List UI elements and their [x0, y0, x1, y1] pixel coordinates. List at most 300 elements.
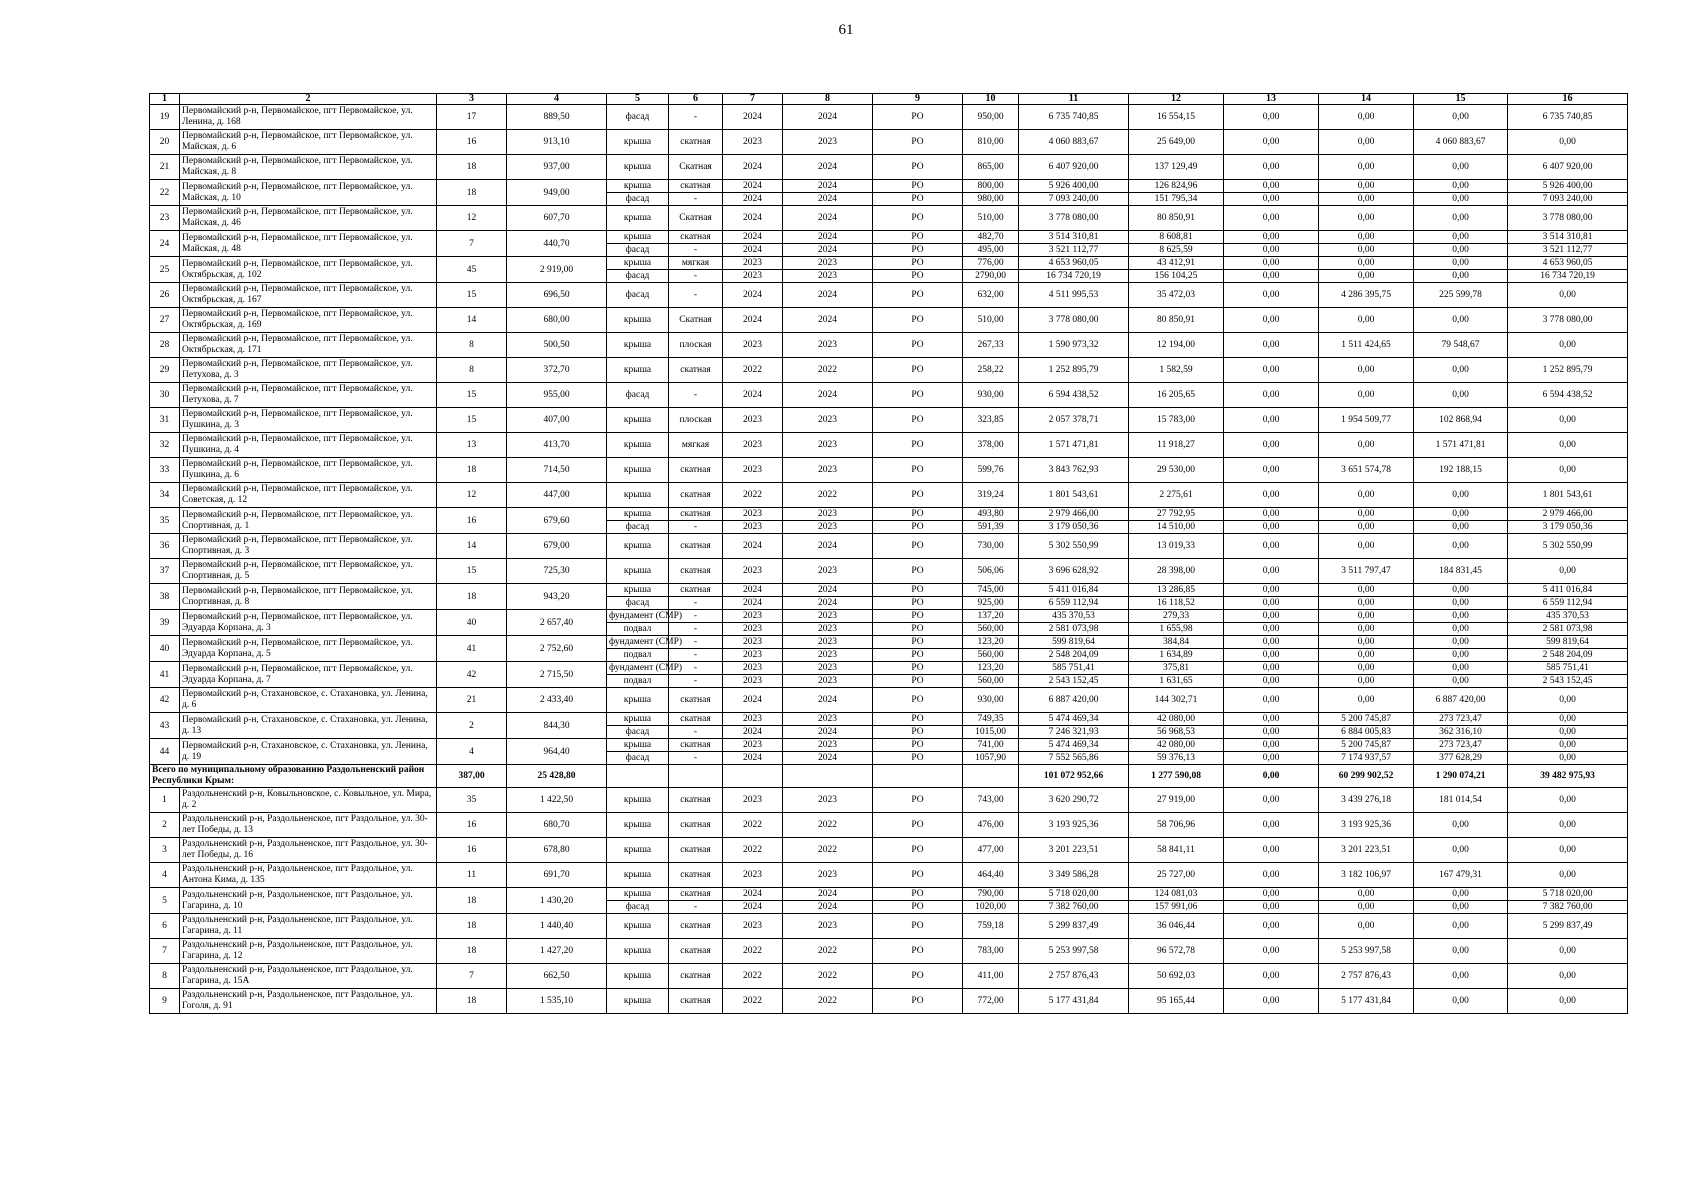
cell-col-15: 0,00	[1414, 584, 1508, 597]
table-row	[150, 433, 1628, 458]
col-3: 18	[437, 914, 507, 939]
cell-col-15: 0,00	[1414, 206, 1508, 231]
address: Первомайский р-н, Стахановское, с. Стахановка, ул. Ленина, д. 13	[180, 713, 437, 739]
cell-col-6: -	[669, 636, 723, 649]
cell-col-15: 102 868,94	[1414, 408, 1508, 433]
cell-col-10: 137,20	[963, 610, 1019, 623]
cell-col-6: скатная	[669, 888, 723, 901]
cell-col-14: 0,00	[1319, 508, 1414, 521]
cell-col-5: крыша	[607, 155, 669, 180]
cell-col-8: 2024	[783, 726, 873, 739]
cell-col-15: 0,00	[1414, 244, 1508, 257]
cell-col-10: 1020,00	[963, 901, 1019, 914]
row-number: 42	[150, 688, 180, 713]
address: Раздольненский р-н, Раздольненское, пгт Раздольное, ул. 30-лет Победы, д. 16	[180, 838, 437, 863]
cell-col-16: 6 735 740,85	[1508, 105, 1628, 130]
cell-col-9: РО	[873, 458, 963, 483]
cell-col-15: 192 188,15	[1414, 458, 1508, 483]
cell-col-7: 2022	[723, 838, 783, 863]
cell-col-14: 0,00	[1319, 383, 1414, 408]
cell-col-13: 0,00	[1224, 231, 1319, 244]
cell-col-11: 5 299 837,49	[1019, 914, 1129, 939]
address: Первомайский р-н, Первомайское, пгт Первомайское, ул. Эдуарда Корпана, д. 7	[180, 662, 437, 688]
cell-col-9: РО	[873, 433, 963, 458]
cell-col-15: 184 831,45	[1414, 559, 1508, 584]
cell-col-7: 2024	[723, 383, 783, 408]
table-row	[150, 408, 1628, 433]
column-number-12: 12	[1129, 94, 1224, 105]
cell-col-16: 5 718 020,00	[1508, 888, 1628, 901]
col-3: 11	[437, 863, 507, 888]
cell-col-7: 2023	[723, 662, 783, 675]
cell-col-8: 2023	[783, 610, 873, 623]
cell-col-11: 3 201 223,51	[1019, 838, 1129, 863]
cell-col-10: 560,00	[963, 649, 1019, 662]
cell-col-11: 5 474 469,34	[1019, 739, 1129, 752]
cell-col-5: фасад	[607, 597, 669, 610]
row-number: 23	[150, 206, 180, 231]
cell-col-5: фасад	[607, 270, 669, 283]
col-3: 42	[437, 662, 507, 688]
row-number: 34	[150, 483, 180, 508]
cell-col-16: 0,00	[1508, 989, 1628, 1014]
cell-col-10: 464,40	[963, 863, 1019, 888]
cell-col-9: РО	[873, 752, 963, 765]
cell-col-15: 0,00	[1414, 180, 1508, 193]
col-3: 17	[437, 105, 507, 130]
cell-col-9: РО	[873, 155, 963, 180]
cell-col-10: 925,00	[963, 597, 1019, 610]
cell-col-8: 2024	[783, 597, 873, 610]
column-number-16: 16	[1508, 94, 1628, 105]
cell-col-14: 0,00	[1319, 130, 1414, 155]
col-4: 2 752,60	[507, 636, 607, 662]
cell-col-6: скатная	[669, 358, 723, 383]
col-4: 680,70	[507, 813, 607, 838]
cell-col-12: 56 968,53	[1129, 726, 1224, 739]
cell-col-7: 2023	[723, 636, 783, 649]
cell-col-16: 0,00	[1508, 838, 1628, 863]
col-4: 949,00	[507, 180, 607, 206]
address: Первомайский р-н, Первомайское, пгт Первомайское, ул. Майская, д. 6	[180, 130, 437, 155]
row-number: 3	[150, 838, 180, 863]
cell-col-13: 0,00	[1224, 739, 1319, 752]
cell-col-13: 0,00	[1224, 649, 1319, 662]
cell-col-11: 6 594 438,52	[1019, 383, 1129, 408]
cell-col-13: 0,00	[1224, 433, 1319, 458]
cell-col-12: 11 918,27	[1129, 433, 1224, 458]
col-4: 964,40	[507, 739, 607, 765]
col-3: 8	[437, 333, 507, 358]
cell-col-14: 0,00	[1319, 675, 1414, 688]
cell-col-9: РО	[873, 662, 963, 675]
cell-col-12: 25 649,00	[1129, 130, 1224, 155]
cell-col-14: 3 182 106,97	[1319, 863, 1414, 888]
cell-col-10: 506,06	[963, 559, 1019, 584]
cell-col-16: 0,00	[1508, 739, 1628, 752]
col-3: 16	[437, 813, 507, 838]
cell-col-11: 585 751,41	[1019, 662, 1129, 675]
col-3: 40	[437, 610, 507, 636]
cell-col-6: скатная	[669, 559, 723, 584]
cell-col-10: 1057,90	[963, 752, 1019, 765]
col-4: 372,70	[507, 358, 607, 383]
col-3: 15	[437, 408, 507, 433]
table-row	[150, 559, 1628, 584]
cell-col-11: 3 193 925,36	[1019, 813, 1129, 838]
cell-col-7: 2023	[723, 270, 783, 283]
cell-col-6: -	[669, 270, 723, 283]
cell-col-11: 1 252 895,79	[1019, 358, 1129, 383]
cell-col-16: 5 411 016,84	[1508, 584, 1628, 597]
cell-col-10: 560,00	[963, 675, 1019, 688]
cell-col-8: 2024	[783, 193, 873, 206]
cell-col-12: 43 412,91	[1129, 257, 1224, 270]
table-row	[150, 383, 1628, 408]
cell-col-14: 5 200 745,87	[1319, 739, 1414, 752]
row-number: 38	[150, 584, 180, 610]
cell-col-9: РО	[873, 597, 963, 610]
cell-col-10: 800,00	[963, 180, 1019, 193]
cell-col-10: 749,35	[963, 713, 1019, 726]
cell-col-9: РО	[873, 130, 963, 155]
cell-col-15: 0,00	[1414, 888, 1508, 901]
capital-repair-table	[149, 93, 1628, 1014]
col-3: 14	[437, 534, 507, 559]
cell-col-7: 2024	[723, 901, 783, 914]
cell-col-9: РО	[873, 206, 963, 231]
cell-col-15: 0,00	[1414, 358, 1508, 383]
col-4: 413,70	[507, 433, 607, 458]
cell-col-14: 0,00	[1319, 231, 1414, 244]
col-4: 889,50	[507, 105, 607, 130]
table-row	[150, 358, 1628, 383]
cell-col-16: 435 370,53	[1508, 610, 1628, 623]
cell-col-7: 2024	[723, 752, 783, 765]
cell-col-16: 0,00	[1508, 408, 1628, 433]
cell-col-5: крыша	[607, 433, 669, 458]
cell-col-8: 2024	[783, 888, 873, 901]
cell-col-9: РО	[873, 914, 963, 939]
header-row	[150, 94, 1628, 105]
cell-col-8: 2022	[783, 358, 873, 383]
cell-col-11: 3 620 290,72	[1019, 788, 1129, 813]
cell-col-11: 6 407 920,00	[1019, 155, 1129, 180]
cell-col-11: 7 246 321,93	[1019, 726, 1129, 739]
cell-col-7: 2022	[723, 483, 783, 508]
cell-col-8: 2024	[783, 180, 873, 193]
cell-col-10: 510,00	[963, 308, 1019, 333]
cell-col-9: РО	[873, 813, 963, 838]
cell-col-11: 2 979 466,00	[1019, 508, 1129, 521]
row-number: 28	[150, 333, 180, 358]
cell-col-8: 2023	[783, 649, 873, 662]
cell-col-13: 0,00	[1224, 788, 1319, 813]
cell-col-8: 2023	[783, 257, 873, 270]
cell-col-12: 42 080,00	[1129, 713, 1224, 726]
cell-col-15: 0,00	[1414, 521, 1508, 534]
cell-col-7: 2023	[723, 559, 783, 584]
col-4: 607,70	[507, 206, 607, 231]
col-3: 7	[437, 964, 507, 989]
cell-col-16: 0,00	[1508, 458, 1628, 483]
table-row	[150, 584, 1628, 597]
cell-col-12: 28 398,00	[1129, 559, 1224, 584]
col-4: 725,30	[507, 559, 607, 584]
cell-col-12: 29 530,00	[1129, 458, 1224, 483]
cell-col-10: 745,00	[963, 584, 1019, 597]
cell-col-6: -	[669, 193, 723, 206]
table-row	[150, 688, 1628, 713]
col-3: 12	[437, 483, 507, 508]
cell-col-8: 2022	[783, 838, 873, 863]
cell-col-9: РО	[873, 939, 963, 964]
page-number: 61	[838, 22, 854, 38]
cell-col-5: фасад	[607, 752, 669, 765]
cell-col-16: 5 926 400,00	[1508, 180, 1628, 193]
total-empty	[963, 765, 1019, 788]
cell-col-8: 2022	[783, 483, 873, 508]
cell-col-16: 0,00	[1508, 939, 1628, 964]
table-row	[150, 914, 1628, 939]
col-3: 16	[437, 838, 507, 863]
cell-col-6: -	[669, 675, 723, 688]
cell-col-15: 0,00	[1414, 939, 1508, 964]
address: Первомайский р-н, Первомайское, пгт Первомайское, ул. Советская, д. 12	[180, 483, 437, 508]
row-number: 40	[150, 636, 180, 662]
table-row	[150, 534, 1628, 559]
cell-col-6: скатная	[669, 458, 723, 483]
cell-col-7: 2024	[723, 726, 783, 739]
cell-col-15: 6 887 420,00	[1414, 688, 1508, 713]
cell-col-12: 35 472,03	[1129, 283, 1224, 308]
col-4: 2 433,40	[507, 688, 607, 713]
address: Раздольненский р-н, Ковыльновское, с. Ковыльное, ул. Мира, д. 2	[180, 788, 437, 813]
cell-col-13: 0,00	[1224, 508, 1319, 521]
cell-col-6: Скатная	[669, 155, 723, 180]
cell-col-11: 2 543 152,45	[1019, 675, 1129, 688]
cell-col-12: 13 019,33	[1129, 534, 1224, 559]
table-row	[150, 888, 1628, 901]
cell-col-7: 2023	[723, 508, 783, 521]
cell-col-7: 2024	[723, 597, 783, 610]
cell-col-9: РО	[873, 559, 963, 584]
cell-col-15: 0,00	[1414, 675, 1508, 688]
address: Первомайский р-н, Первомайское, пгт Первомайское, ул. Пушкина, д. 3	[180, 408, 437, 433]
cell-col-8: 2024	[783, 155, 873, 180]
cell-col-12: 15 783,00	[1129, 408, 1224, 433]
cell-col-11: 2 757 876,43	[1019, 964, 1129, 989]
col-3: 21	[437, 688, 507, 713]
cell-col-10: 759,18	[963, 914, 1019, 939]
cell-col-14: 0,00	[1319, 636, 1414, 649]
table-row	[150, 333, 1628, 358]
col-3: 18	[437, 458, 507, 483]
cell-col-10: 267,33	[963, 333, 1019, 358]
cell-col-5: крыша	[607, 206, 669, 231]
cell-col-9: РО	[873, 231, 963, 244]
row-number: 19	[150, 105, 180, 130]
cell-col-13: 0,00	[1224, 155, 1319, 180]
cell-col-5: крыша	[607, 813, 669, 838]
cell-col-6: -	[669, 649, 723, 662]
col-4: 1 430,20	[507, 888, 607, 914]
cell-col-15: 225 599,78	[1414, 283, 1508, 308]
cell-col-11: 5 474 469,34	[1019, 713, 1129, 726]
address: Раздольненский р-н, Раздольненское, пгт Раздольное, ул. Гагарина, д. 15А	[180, 964, 437, 989]
column-number-7: 7	[723, 94, 783, 105]
address: Первомайский р-н, Первомайское, пгт Первомайское, ул. Пушкина, д. 4	[180, 433, 437, 458]
cell-col-7: 2024	[723, 105, 783, 130]
cell-col-5: фундамент (СМР)	[607, 610, 669, 623]
cell-col-16: 0,00	[1508, 713, 1628, 726]
cell-col-12: 8 608,81	[1129, 231, 1224, 244]
cell-col-8: 2023	[783, 788, 873, 813]
table-row	[150, 283, 1628, 308]
col-3: 18	[437, 180, 507, 206]
cell-col-5: крыша	[607, 964, 669, 989]
address: Первомайский р-н, Первомайское, пгт Первомайское, ул. Петухова, д. 3	[180, 358, 437, 383]
col-3: 4	[437, 739, 507, 765]
col-4: 1 440,40	[507, 914, 607, 939]
cell-col-8: 2023	[783, 408, 873, 433]
cell-col-11: 2 581 073,98	[1019, 623, 1129, 636]
address: Первомайский р-н, Первомайское, пгт Первомайское, ул. Октябрьская, д. 169	[180, 308, 437, 333]
cell-col-13: 0,00	[1224, 584, 1319, 597]
cell-col-8: 2024	[783, 383, 873, 408]
cell-col-8: 2023	[783, 713, 873, 726]
cell-col-14: 0,00	[1319, 433, 1414, 458]
cell-col-16: 2 548 204,09	[1508, 649, 1628, 662]
cell-col-10: 772,00	[963, 989, 1019, 1014]
row-number: 2	[150, 813, 180, 838]
col-4: 2 657,40	[507, 610, 607, 636]
cell-col-15: 362 316,10	[1414, 726, 1508, 739]
cell-col-10: 560,00	[963, 623, 1019, 636]
col-3: 15	[437, 283, 507, 308]
table-row	[150, 508, 1628, 521]
cell-col-5: фасад	[607, 901, 669, 914]
cell-col-14: 0,00	[1319, 308, 1414, 333]
address: Первомайский р-н, Первомайское, пгт Первомайское, ул. Майская, д. 46	[180, 206, 437, 231]
col-3: 18	[437, 155, 507, 180]
cell-col-16: 3 514 310,81	[1508, 231, 1628, 244]
cell-col-13: 0,00	[1224, 838, 1319, 863]
cell-col-5: крыша	[607, 713, 669, 726]
cell-col-5: фасад	[607, 105, 669, 130]
cell-col-12: 1 631,65	[1129, 675, 1224, 688]
cell-col-12: 36 046,44	[1129, 914, 1224, 939]
cell-col-12: 27 792,95	[1129, 508, 1224, 521]
cell-col-7: 2023	[723, 333, 783, 358]
column-number-3: 3	[437, 94, 507, 105]
column-number-4: 4	[507, 94, 607, 105]
cell-col-6: -	[669, 623, 723, 636]
cell-col-9: РО	[873, 180, 963, 193]
cell-col-14: 0,00	[1319, 270, 1414, 283]
cell-col-14: 2 757 876,43	[1319, 964, 1414, 989]
cell-col-16: 3 521 112,77	[1508, 244, 1628, 257]
cell-col-5: подвал	[607, 649, 669, 662]
cell-col-5: фасад	[607, 244, 669, 257]
cell-col-16: 3 778 080,00	[1508, 206, 1628, 231]
row-number: 37	[150, 559, 180, 584]
col-3: 16	[437, 130, 507, 155]
cell-col-9: РО	[873, 358, 963, 383]
total-c13: 0,00	[1224, 765, 1319, 788]
cell-col-14: 3 439 276,18	[1319, 788, 1414, 813]
col-3: 41	[437, 636, 507, 662]
address: Первомайский р-н, Первомайское, пгт Первомайское, ул. Ленина, д. 168	[180, 105, 437, 130]
col-3: 15	[437, 383, 507, 408]
col-4: 1 422,50	[507, 788, 607, 813]
cell-col-6: скатная	[669, 231, 723, 244]
cell-col-5: крыша	[607, 180, 669, 193]
col-4: 2 715,50	[507, 662, 607, 688]
cell-col-12: 16 205,65	[1129, 383, 1224, 408]
cell-col-14: 0,00	[1319, 662, 1414, 675]
cell-col-16: 16 734 720,19	[1508, 270, 1628, 283]
table-row	[150, 231, 1628, 244]
cell-col-7: 2023	[723, 257, 783, 270]
cell-col-9: РО	[873, 508, 963, 521]
cell-col-7: 2024	[723, 244, 783, 257]
col-4: 440,70	[507, 231, 607, 257]
cell-col-16: 1 801 543,61	[1508, 483, 1628, 508]
cell-col-16: 0,00	[1508, 752, 1628, 765]
cell-col-11: 3 843 762,93	[1019, 458, 1129, 483]
cell-col-14: 5 200 745,87	[1319, 713, 1414, 726]
cell-col-16: 0,00	[1508, 863, 1628, 888]
address: Первомайский р-н, Первомайское, пгт Первомайское, ул. Октябрьская, д. 171	[180, 333, 437, 358]
cell-col-5: крыша	[607, 483, 669, 508]
cell-col-5: крыша	[607, 333, 669, 358]
cell-col-14: 3 201 223,51	[1319, 838, 1414, 863]
cell-col-5: подвал	[607, 623, 669, 636]
cell-col-11: 1 801 543,61	[1019, 483, 1129, 508]
cell-col-15: 0,00	[1414, 901, 1508, 914]
cell-col-13: 0,00	[1224, 206, 1319, 231]
cell-col-11: 7 552 565,86	[1019, 752, 1129, 765]
cell-col-16: 4 653 960,05	[1508, 257, 1628, 270]
address: Первомайский р-н, Первомайское, пгт Первомайское, ул. Спортивная, д. 3	[180, 534, 437, 559]
cell-col-9: РО	[873, 105, 963, 130]
cell-col-10: 743,00	[963, 788, 1019, 813]
cell-col-9: РО	[873, 521, 963, 534]
cell-col-11: 16 734 720,19	[1019, 270, 1129, 283]
cell-col-13: 0,00	[1224, 888, 1319, 901]
cell-col-5: фасад	[607, 283, 669, 308]
row-number: 4	[150, 863, 180, 888]
cell-col-15: 0,00	[1414, 193, 1508, 206]
cell-col-9: РО	[873, 283, 963, 308]
cell-col-13: 0,00	[1224, 964, 1319, 989]
cell-col-12: 13 286,85	[1129, 584, 1224, 597]
cell-col-10: 599,76	[963, 458, 1019, 483]
row-number: 6	[150, 914, 180, 939]
cell-col-16: 0,00	[1508, 433, 1628, 458]
cell-col-15: 4 060 883,67	[1414, 130, 1508, 155]
cell-col-6: скатная	[669, 130, 723, 155]
cell-col-7: 2023	[723, 610, 783, 623]
cell-col-14: 3 511 797,47	[1319, 559, 1414, 584]
cell-col-9: РО	[873, 863, 963, 888]
cell-col-5: крыша	[607, 130, 669, 155]
cell-col-15: 0,00	[1414, 257, 1508, 270]
col-3: 16	[437, 508, 507, 534]
cell-col-14: 5 253 997,58	[1319, 939, 1414, 964]
cell-col-7: 2023	[723, 408, 783, 433]
